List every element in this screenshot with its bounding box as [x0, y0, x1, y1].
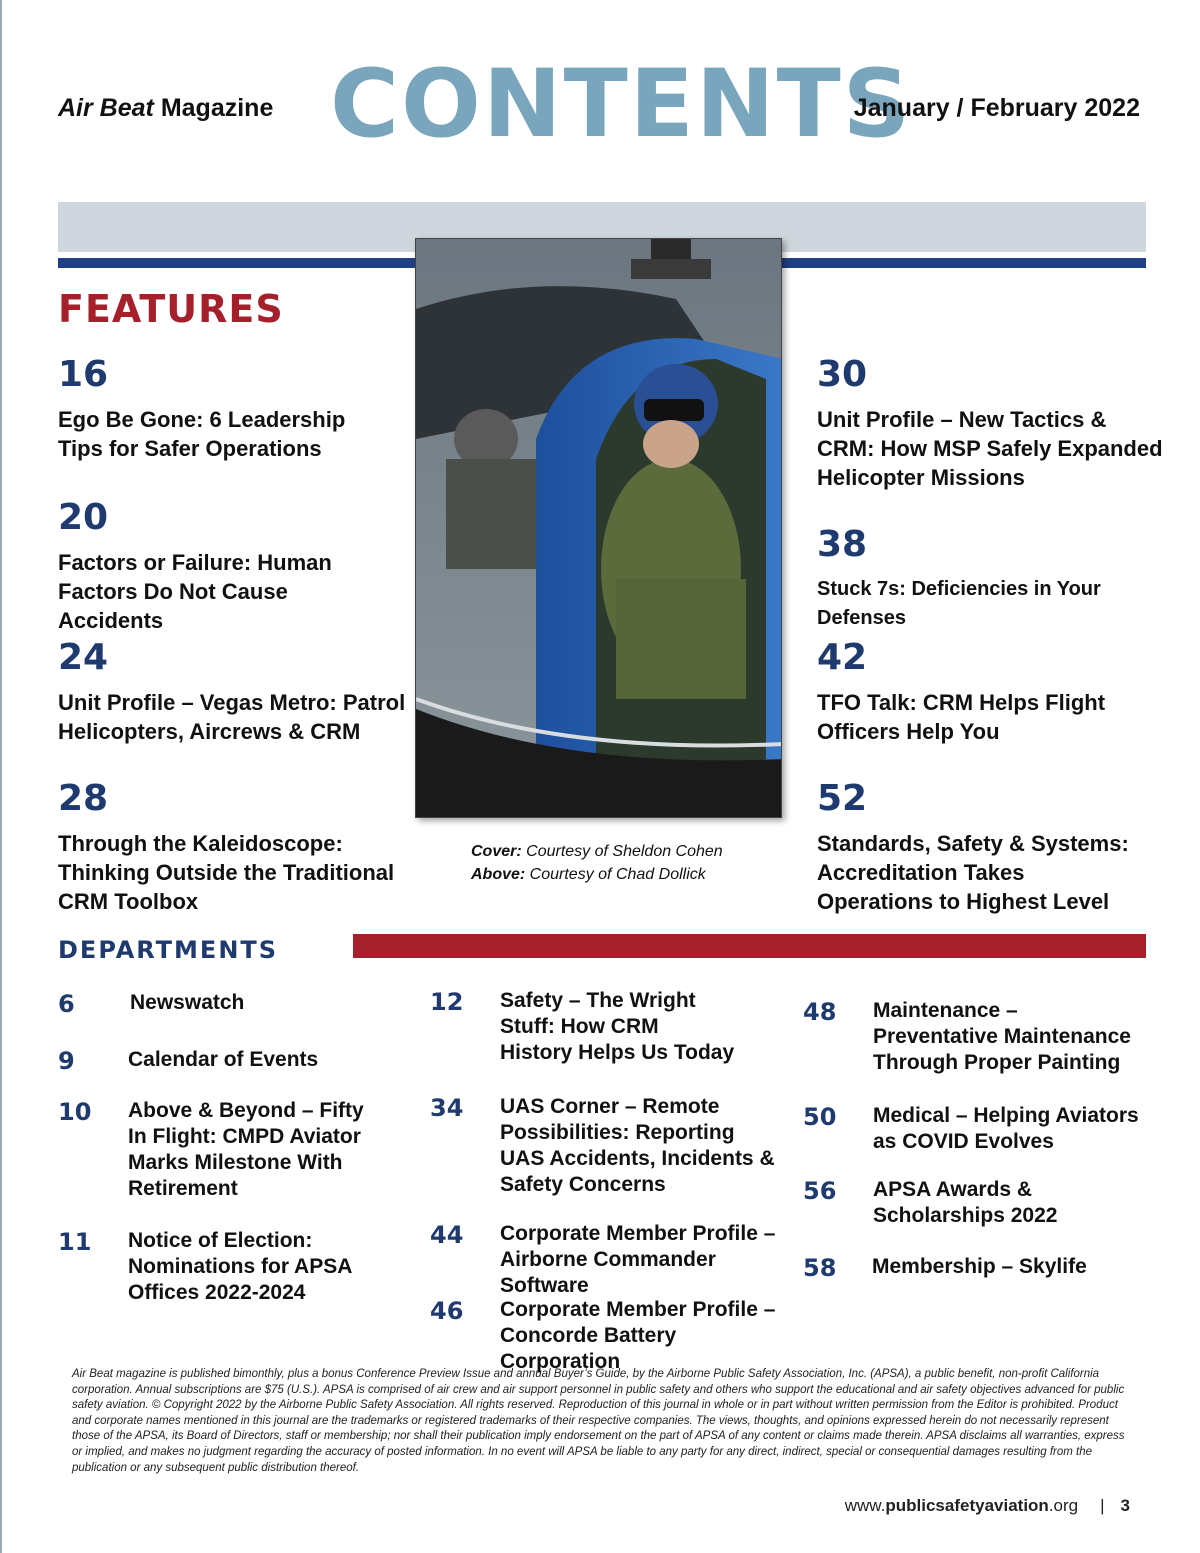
feature-title: Stuck 7s: Deficiencies in Your Defenses [817, 578, 1101, 629]
department-item[interactable] [58, 1047, 398, 1077]
feature-title: Standards, Safety & Systems: Accreditation Takes Operations to Highest Level [817, 831, 1129, 914]
department-page-number: 6 [58, 990, 75, 1018]
department-page-number: 50 [803, 1103, 837, 1131]
feature-item[interactable] [817, 524, 1177, 633]
department-page-number: 46 [430, 1297, 464, 1325]
feature-title: Unit Profile – Vegas Metro: Patrol Helicopters, Aircrews & CRM [58, 690, 406, 744]
department-item[interactable] [803, 1177, 1153, 1232]
department-item[interactable] [430, 1221, 790, 1297]
feature-item[interactable] [58, 354, 418, 463]
footer-separator: | [1100, 1496, 1105, 1515]
departments-heading: DEPARTMENTS [58, 936, 279, 964]
department-page-number: 34 [430, 1094, 464, 1122]
feature-page-number: 24 [58, 637, 109, 678]
feature-page-number: 28 [58, 778, 109, 819]
department-title: Maintenance – Preventative Maintenance Through Proper Painting [873, 999, 1131, 1074]
above-credit: Above: Courtesy of Chad Dollick [471, 866, 706, 883]
publication-disclaimer: Air Beat magazine is published bimonthly, plus a bonus Conference Preview Issue and annual Buyer’s Guide, by the Airborne Public Safety Association, Inc. (APSA), a public benefit, non-profit California corporation. Annual subscriptions are $75 (U.S.). APSA is comprised of air crew and air support personnel in public safety and others who support the educational and air safety objectives advanced for public safety aviation. © Copyright 2022 by the Airborne Public Safety Association. All rights reserved. Reproduction of this journal in whole or in part without written permission from the Editor is prohibited. Product and corporate names mentioned in this journal are the trademarks or registered trademarks of their respective companies. The views, thoughts, and opinions expressed herein do not necessarily represent those of the APSA, its Board of Directors, staff or membership; nor shall their publication imply endorsement on the part of APSA of any content or claims made therein. APSA disclaims all warranties, express or implied, and makes no judgment regarding the accuracy of posted information. In no event will APSA be liable to any party for any direct, indirect, special or consequential damages resulting from the publication or any subsequent public distribution thereof. [72, 1368, 1125, 1474]
features-heading: FEATURES [58, 287, 284, 331]
department-item[interactable] [58, 1228, 398, 1308]
feature-page-number: 16 [58, 354, 109, 395]
feature-title: Unit Profile – New Tactics & CRM: How MSP Safely Expanded Helicopter Missions [817, 407, 1163, 490]
department-page-number: 9 [58, 1047, 75, 1075]
feature-title: TFO Talk: CRM Helps Flight Officers Help You [817, 690, 1106, 744]
footer-website[interactable]: www.publicsafetyaviation.org | 3 [844, 1496, 1130, 1515]
department-title: Medical – Helping Aviators as COVID Evolves [873, 1104, 1139, 1153]
department-title: Above & Beyond – Fifty In Flight: CMPD Aviator Marks Milestone With Retirement [128, 1099, 364, 1200]
department-item[interactable] [803, 1254, 1153, 1284]
feature-item[interactable] [58, 637, 418, 746]
department-title: Safety – The Wright Stuff: How CRM History Helps Us Today [500, 989, 735, 1064]
feature-page-number: 20 [58, 497, 109, 538]
department-page-number: 12 [430, 988, 464, 1016]
feature-item[interactable] [817, 637, 1177, 746]
feature-page-number: 52 [817, 778, 868, 819]
page-edge-rule [0, 0, 2, 1553]
department-title: Notice of Election: Nominations for APSA Offices 2022-2024 [128, 1229, 352, 1304]
department-title: Corporate Member Profile – Concorde Battery Corporation [500, 1298, 776, 1373]
department-page-number: 48 [803, 998, 837, 1026]
helicopter-illustration [416, 239, 782, 818]
feature-item[interactable] [817, 354, 1177, 492]
department-title: Calendar of Events [128, 1048, 319, 1071]
magazine-name: Air Beat Magazine [58, 94, 274, 122]
issue-date: January / February 2022 [853, 94, 1140, 122]
page-number: 3 [1120, 1496, 1130, 1515]
feature-item[interactable] [58, 778, 418, 916]
cover-photo [415, 238, 782, 818]
department-item[interactable] [430, 1297, 790, 1373]
photo-captions [471, 840, 723, 886]
feature-title: Through the Kaleidoscope: Thinking Outside the Traditional CRM Toolbox [58, 831, 395, 914]
department-title: APSA Awards & Scholarships 2022 [873, 1178, 1058, 1227]
feature-item[interactable] [58, 497, 418, 635]
feature-page-number: 30 [817, 354, 868, 395]
feature-title: Ego Be Gone: 6 Leadership Tips for Safer Operations [58, 407, 346, 461]
department-item[interactable] [58, 990, 398, 1020]
feature-title: Factors or Failure: Human Factors Do Not Cause Accidents [58, 550, 332, 633]
department-title: Newswatch [130, 991, 245, 1014]
department-item[interactable] [430, 1094, 790, 1204]
department-page-number: 10 [58, 1098, 92, 1126]
departments-bar [353, 934, 1146, 958]
feature-page-number: 38 [817, 524, 868, 565]
cover-credit: Cover: Courtesy of Sheldon Cohen [471, 843, 723, 860]
department-title: UAS Corner – Remote Possibilities: Reporting UAS Accidents, Incidents & Safety Concerns [500, 1095, 775, 1196]
department-page-number: 56 [803, 1177, 837, 1205]
department-item[interactable] [803, 998, 1153, 1078]
department-page-number: 58 [803, 1254, 837, 1282]
department-title: Membership – Skylife [872, 1255, 1087, 1278]
department-item[interactable] [430, 988, 790, 1068]
department-title: Corporate Member Profile – Airborne Commander Software [500, 1222, 776, 1297]
feature-page-number: 42 [817, 637, 868, 678]
divider-right [780, 258, 1146, 268]
department-page-number: 11 [58, 1228, 92, 1256]
department-item[interactable] [803, 1103, 1153, 1158]
feature-item[interactable] [817, 778, 1177, 916]
department-item[interactable] [58, 1098, 398, 1208]
divider-left [58, 258, 418, 268]
department-page-number: 44 [430, 1221, 464, 1249]
page-title: CONTENTS [330, 50, 913, 159]
